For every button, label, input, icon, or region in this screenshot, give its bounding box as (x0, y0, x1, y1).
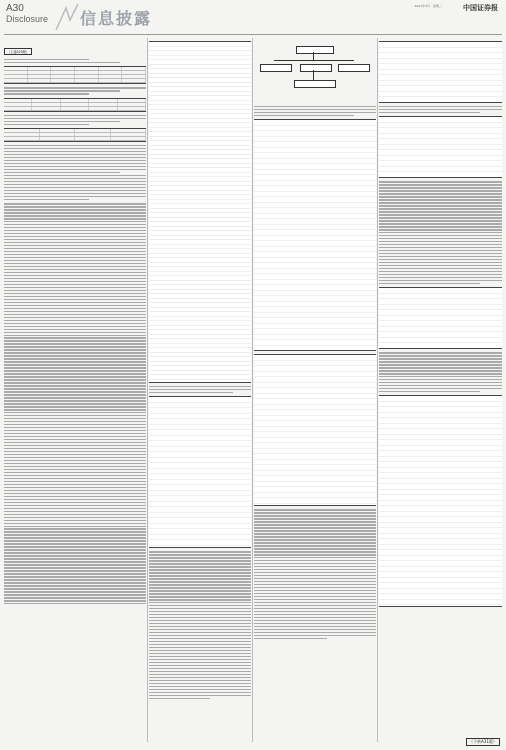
data-table (149, 41, 251, 383)
page-section-english: Disclosure (6, 14, 49, 24)
diagram-box (300, 64, 332, 72)
data-table (254, 354, 376, 506)
text-block (379, 181, 502, 284)
data-table (254, 119, 376, 351)
column-3 (254, 38, 376, 742)
text-block (149, 551, 251, 699)
column-divider (147, 38, 148, 742)
text-block (4, 87, 146, 94)
text-block (379, 106, 502, 113)
data-table (4, 66, 146, 84)
text-block (254, 509, 376, 639)
text-block (4, 145, 146, 200)
header-rule (4, 34, 502, 35)
diagram-box (296, 46, 334, 54)
text-block (379, 352, 502, 392)
page-number: A30 (6, 3, 24, 14)
continued-to-tag: （下转A31版） (466, 738, 500, 746)
data-table (379, 395, 502, 607)
diagram-box (260, 64, 292, 72)
diagram-box (294, 80, 336, 88)
text-block (4, 115, 146, 125)
issue-date: 2021年3月 星期二 (414, 4, 442, 8)
text-block (4, 203, 146, 604)
data-table (379, 116, 502, 178)
column-1 (4, 38, 146, 742)
column-divider (252, 38, 253, 742)
data-table (4, 98, 146, 112)
section-title: 信息披露 (80, 9, 153, 28)
continued-from-tag: （上接A29版） (4, 48, 32, 55)
data-table (4, 128, 146, 142)
column-4 (379, 38, 502, 742)
data-table (149, 396, 251, 548)
text-block (4, 59, 146, 63)
diagram-box (338, 64, 370, 72)
data-table (379, 41, 502, 103)
text-block (254, 106, 376, 116)
text-block (149, 386, 251, 393)
column-2 (149, 38, 251, 742)
column-divider (377, 38, 378, 742)
page-header (0, 0, 506, 34)
decorative-swoosh-icon (54, 2, 80, 32)
ownership-structure-diagram (254, 42, 376, 102)
newspaper-brand: 中国证券报 (463, 3, 498, 12)
data-table (379, 287, 502, 349)
